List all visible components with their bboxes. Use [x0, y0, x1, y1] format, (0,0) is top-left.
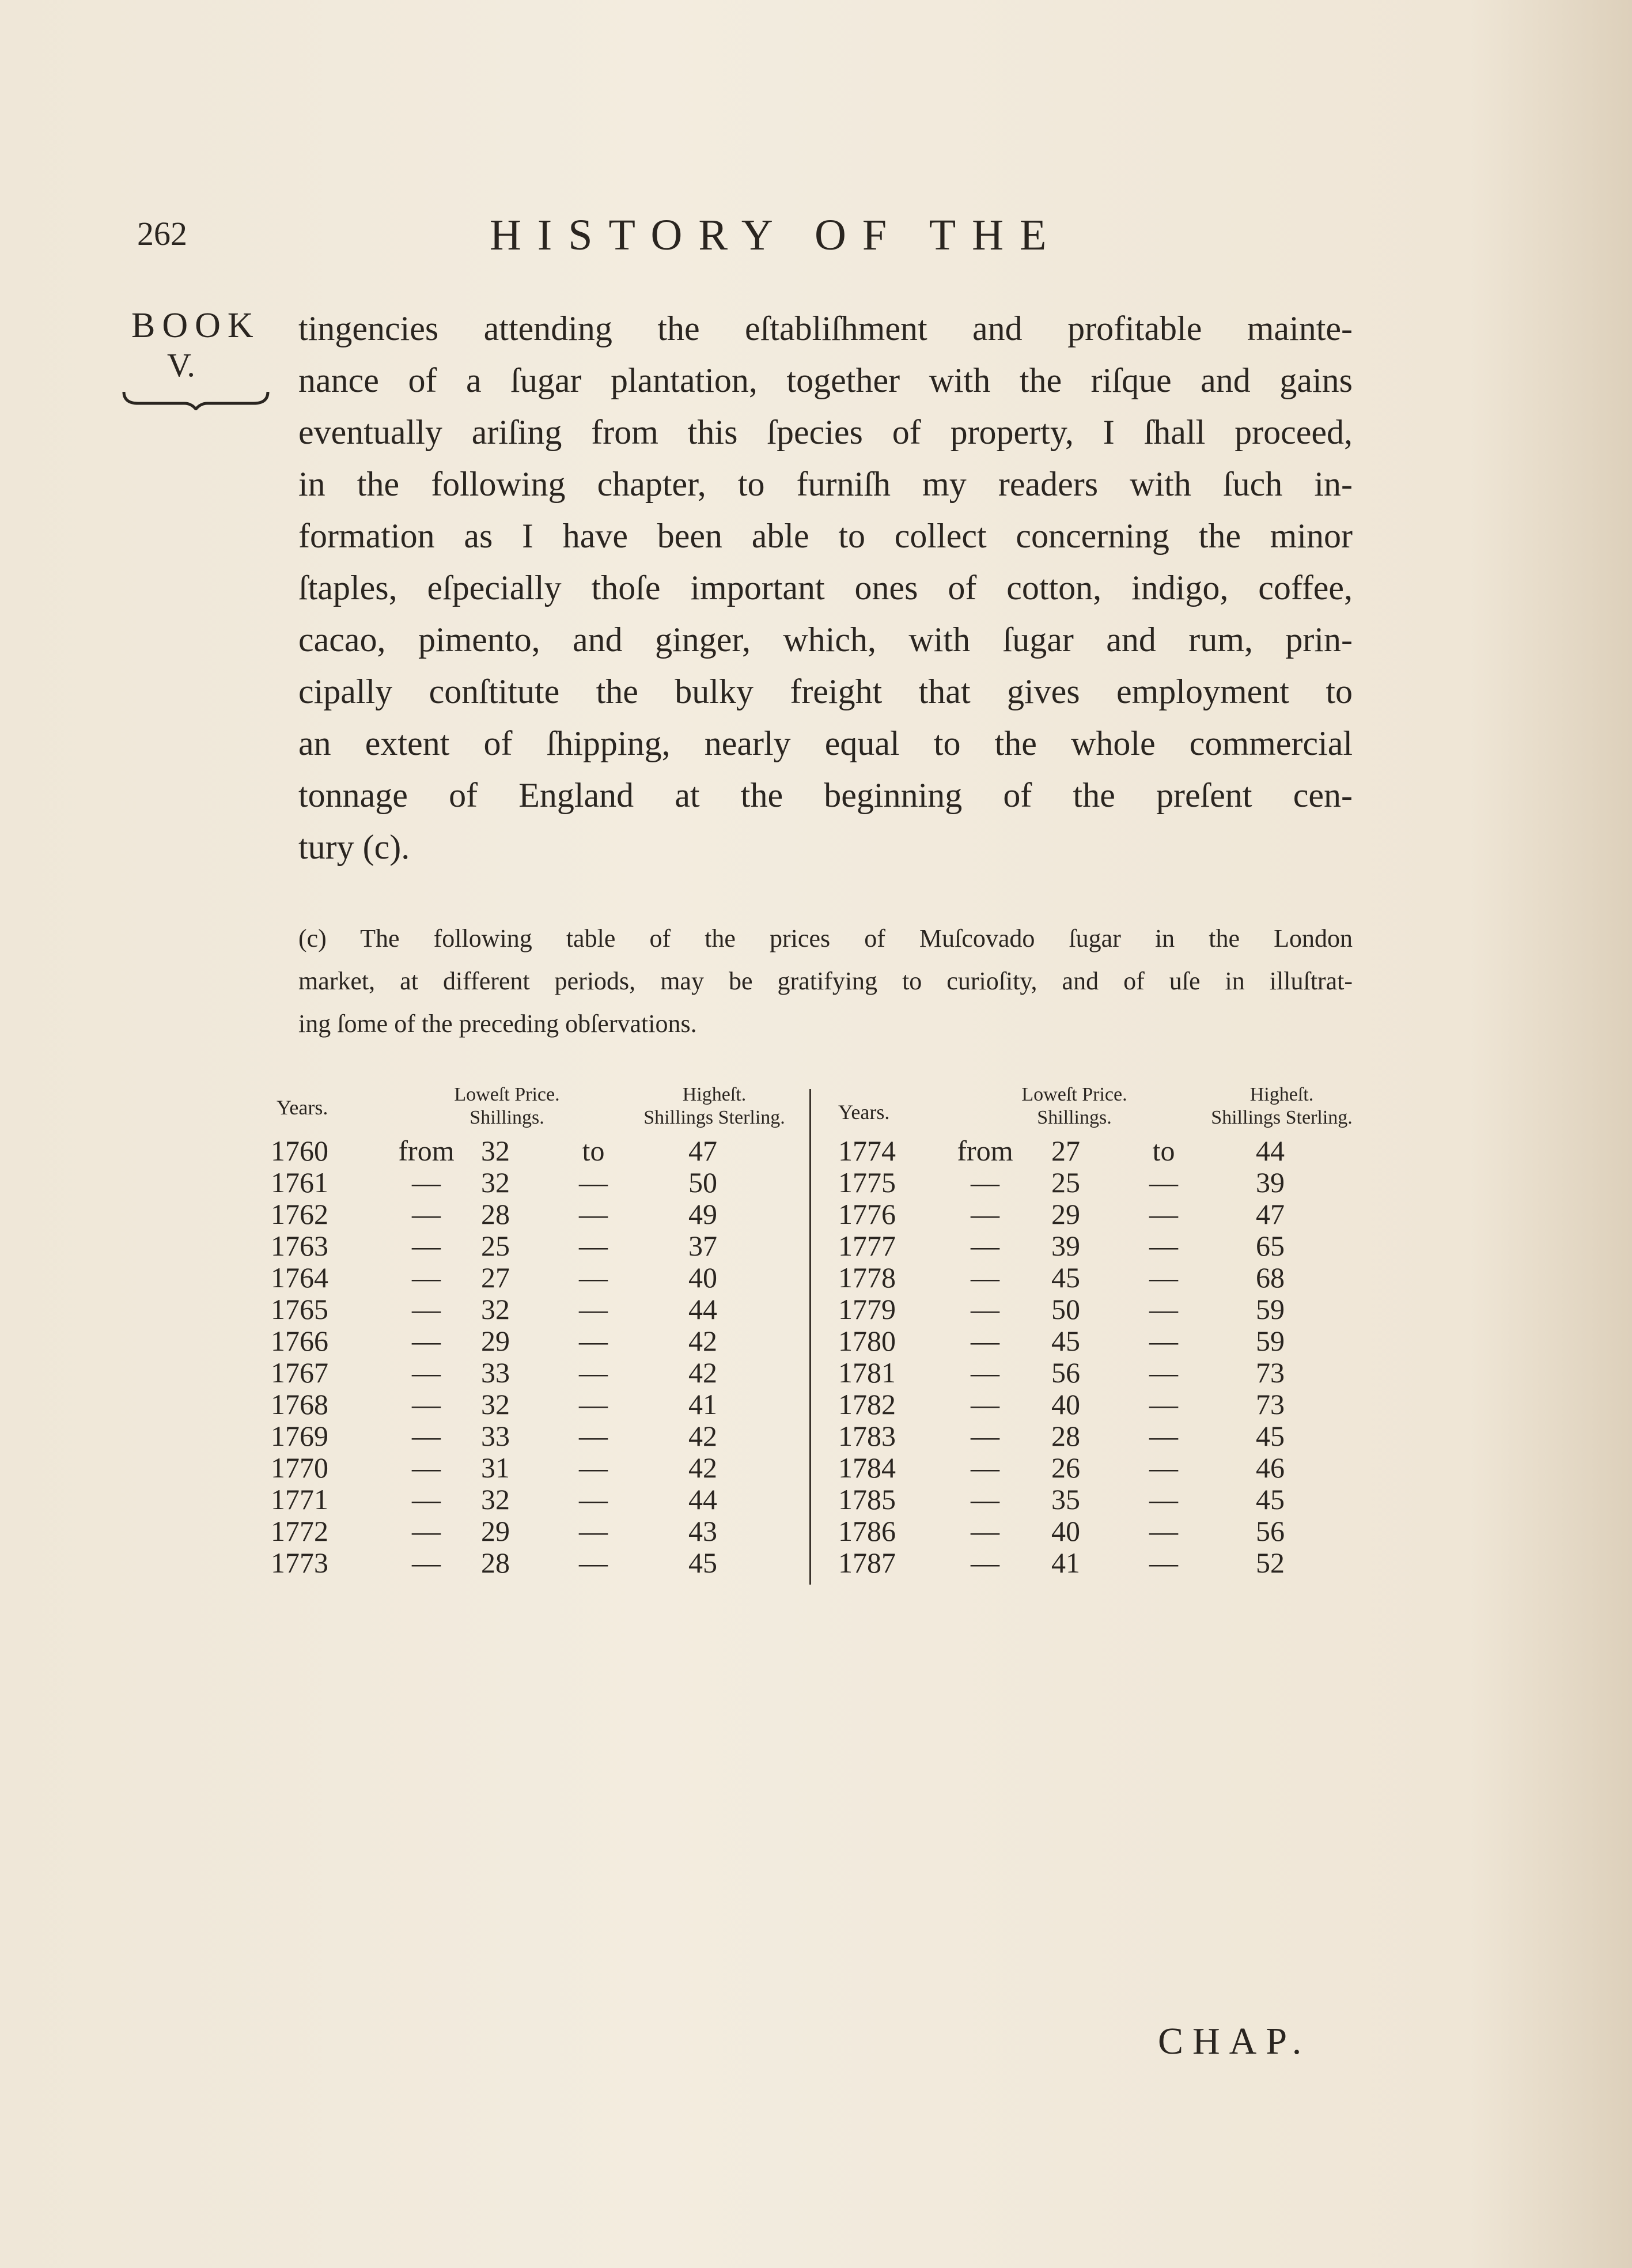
to-cell: to: [1152, 1135, 1175, 1167]
table-row: [832, 1547, 1385, 1579]
lowest-price-cell: 40: [1051, 1515, 1080, 1547]
from-cell: —: [971, 1261, 999, 1294]
highest-price-cell: 42: [688, 1420, 717, 1452]
header-highest-line1: Higheſt.: [1249, 1084, 1314, 1105]
year-cell: 1785: [838, 1483, 896, 1515]
to-cell: —: [1149, 1325, 1178, 1357]
highest-price-cell: 65: [1256, 1230, 1285, 1262]
body-line: tury (c).: [298, 828, 410, 866]
table-row: [832, 1420, 1385, 1452]
lowest-price-cell: 45: [1051, 1261, 1080, 1294]
highest-price-cell: 49: [688, 1198, 717, 1230]
from-cell: —: [412, 1547, 441, 1579]
lowest-price-cell: 33: [481, 1420, 510, 1452]
year-cell: 1787: [838, 1547, 896, 1579]
lowest-price-cell: 45: [1051, 1325, 1080, 1357]
year-cell: 1781: [838, 1356, 896, 1389]
lowest-price-cell: 33: [481, 1356, 510, 1389]
from-cell: —: [412, 1230, 441, 1262]
body-line: nance of a ſugar plantation, together with the riſque and gains: [298, 361, 1353, 399]
table-row: [832, 1515, 1385, 1547]
table-row: [271, 1420, 824, 1452]
table-row: [832, 1294, 1385, 1325]
lowest-price-cell: 41: [1051, 1547, 1080, 1579]
from-cell: —: [971, 1325, 999, 1357]
to-cell: —: [579, 1388, 608, 1420]
lowest-price-cell: 25: [481, 1230, 510, 1262]
lowest-price-cell: 26: [1051, 1451, 1080, 1484]
from-cell: —: [412, 1515, 441, 1547]
to-cell: —: [1149, 1356, 1178, 1389]
year-cell: 1775: [838, 1166, 896, 1199]
year-cell: 1763: [271, 1230, 328, 1262]
table-row: [832, 1135, 1385, 1167]
from-cell: —: [971, 1293, 999, 1325]
table-row: [832, 1325, 1385, 1357]
year-cell: 1782: [838, 1388, 896, 1420]
header-lowest-line1: Loweſt Price.: [1021, 1084, 1127, 1105]
from-cell: from: [957, 1135, 1013, 1167]
year-cell: 1771: [271, 1483, 328, 1515]
sugar-price-table: [271, 1083, 1388, 1613]
highest-price-cell: 44: [688, 1483, 717, 1515]
to-cell: —: [579, 1483, 608, 1515]
table-row: [271, 1230, 824, 1262]
table-row: [832, 1357, 1385, 1389]
lowest-price-cell: 35: [1051, 1483, 1080, 1515]
to-cell: —: [579, 1166, 608, 1199]
body-line: tonnage of England at the beginning of the preſent cen-: [298, 776, 1353, 814]
lowest-price-cell: 32: [481, 1135, 510, 1167]
footnote-line: market, at different periods, may be gratifying to curioſity, and of uſe in illuſtrat-: [298, 967, 1353, 995]
table-row: [271, 1135, 824, 1167]
table-row: [832, 1484, 1385, 1515]
from-cell: —: [971, 1388, 999, 1420]
from-cell: —: [412, 1261, 441, 1294]
year-cell: 1777: [838, 1230, 896, 1262]
from-cell: —: [412, 1293, 441, 1325]
table-rows-left: [271, 1135, 824, 1579]
header-lowest: [999, 1083, 1149, 1129]
header-highest-line2: Shillings Sterling.: [643, 1107, 785, 1128]
table-row: [271, 1199, 824, 1230]
from-cell: —: [412, 1356, 441, 1389]
highest-price-cell: 37: [688, 1230, 717, 1262]
to-cell: —: [579, 1293, 608, 1325]
from-cell: —: [412, 1451, 441, 1484]
column-divider: [809, 1089, 811, 1585]
highest-price-cell: 44: [688, 1293, 717, 1325]
year-cell: 1780: [838, 1325, 896, 1357]
highest-price-cell: 45: [1256, 1420, 1285, 1452]
highest-price-cell: 68: [1256, 1261, 1285, 1294]
lowest-price-cell: 50: [1051, 1293, 1080, 1325]
highest-price-cell: 56: [1256, 1515, 1285, 1547]
year-cell: 1774: [838, 1135, 896, 1167]
from-cell: —: [412, 1388, 441, 1420]
from-cell: —: [412, 1483, 441, 1515]
header-lowest-line1: Loweſt Price.: [454, 1084, 560, 1105]
to-cell: —: [1149, 1293, 1178, 1325]
highest-price-cell: 42: [688, 1356, 717, 1389]
table-row: [832, 1230, 1385, 1262]
to-cell: —: [1149, 1515, 1178, 1547]
header-highest-line2: Shillings Sterling.: [1211, 1107, 1353, 1128]
from-cell: —: [971, 1230, 999, 1262]
from-cell: —: [412, 1325, 441, 1357]
table-row: [271, 1357, 824, 1389]
table-row: [271, 1389, 824, 1420]
table-row: [832, 1452, 1385, 1484]
year-cell: 1773: [271, 1547, 328, 1579]
to-cell: —: [1149, 1547, 1178, 1579]
lowest-price-cell: 25: [1051, 1166, 1080, 1199]
year-cell: 1760: [271, 1135, 328, 1167]
lowest-price-cell: 40: [1051, 1388, 1080, 1420]
body-line: eventually ariſing from this ſpecies of property, I ſhall proceed,: [298, 413, 1353, 451]
body-line: cacao, pimento, and ginger, which, with ſugar and rum, prin-: [298, 621, 1353, 659]
year-cell: 1778: [838, 1261, 896, 1294]
to-cell: —: [1149, 1420, 1178, 1452]
lowest-price-cell: 29: [1051, 1198, 1080, 1230]
to-cell: —: [579, 1356, 608, 1389]
highest-price-cell: 39: [1256, 1166, 1285, 1199]
highest-price-cell: 40: [688, 1261, 717, 1294]
table-row: [832, 1389, 1385, 1420]
to-cell: —: [579, 1547, 608, 1579]
highest-price-cell: 73: [1256, 1356, 1285, 1389]
highest-price-cell: 45: [688, 1547, 717, 1579]
lowest-price-cell: 32: [481, 1388, 510, 1420]
to-cell: —: [579, 1198, 608, 1230]
highest-price-cell: 46: [1256, 1451, 1285, 1484]
table-row: [832, 1167, 1385, 1199]
footnote: [298, 917, 1353, 1045]
lowest-price-cell: 29: [481, 1515, 510, 1547]
page-number: 262: [137, 215, 187, 252]
to-cell: —: [579, 1515, 608, 1547]
lowest-price-cell: 32: [481, 1293, 510, 1325]
highest-price-cell: 47: [688, 1135, 717, 1167]
table-row: [271, 1547, 824, 1579]
header-highest-line1: Higheſt.: [682, 1084, 747, 1105]
highest-price-cell: 47: [1256, 1198, 1285, 1230]
from-cell: —: [412, 1198, 441, 1230]
table-row: [832, 1199, 1385, 1230]
lowest-price-cell: 29: [481, 1325, 510, 1357]
highest-price-cell: 44: [1256, 1135, 1285, 1167]
year-cell: 1784: [838, 1451, 896, 1484]
year-cell: 1783: [838, 1420, 896, 1452]
to-cell: —: [1149, 1483, 1178, 1515]
body-line: an extent of ſhipping, nearly equal to the whole commercial: [298, 724, 1353, 762]
brace-ornament: [121, 387, 271, 410]
from-cell: —: [971, 1198, 999, 1230]
highest-price-cell: 50: [688, 1166, 717, 1199]
body-line: ſtaples, eſpecially thoſe important ones of cotton, indigo, coffee,: [298, 569, 1353, 607]
lowest-price-cell: 56: [1051, 1356, 1080, 1389]
header-highest: [1178, 1083, 1385, 1129]
to-cell: —: [579, 1420, 608, 1452]
year-cell: 1786: [838, 1515, 896, 1547]
from-cell: —: [971, 1420, 999, 1452]
highest-price-cell: 45: [1256, 1483, 1285, 1515]
footnote-line: ing ſome of the preceding obſervations.: [298, 1010, 697, 1038]
body-line: tingencies attending the eſtabliſhment and profitable mainte-: [298, 309, 1353, 347]
highest-price-cell: 59: [1256, 1293, 1285, 1325]
header-lowest: [432, 1083, 582, 1129]
lowest-price-cell: 28: [481, 1198, 510, 1230]
year-cell: 1776: [838, 1198, 896, 1230]
header-years: Years.: [838, 1101, 890, 1124]
table-left-half: [271, 1083, 830, 1613]
margin-book-label: BOOK: [131, 306, 260, 345]
header-lowest-line2: Shillings.: [469, 1107, 544, 1128]
to-cell: —: [579, 1261, 608, 1294]
to-cell: —: [1149, 1166, 1178, 1199]
year-cell: 1764: [271, 1261, 328, 1294]
to-cell: —: [1149, 1198, 1178, 1230]
table-row: [271, 1325, 824, 1357]
highest-price-cell: 42: [688, 1325, 717, 1357]
header-highest: [616, 1083, 812, 1129]
from-cell: —: [412, 1420, 441, 1452]
from-cell: —: [971, 1166, 999, 1199]
table-row: [271, 1515, 824, 1547]
year-cell: 1761: [271, 1166, 328, 1199]
header-lowest-line2: Shillings.: [1037, 1107, 1112, 1128]
highest-price-cell: 59: [1256, 1325, 1285, 1357]
year-cell: 1772: [271, 1515, 328, 1547]
highest-price-cell: 73: [1256, 1388, 1285, 1420]
from-cell: —: [412, 1166, 441, 1199]
to-cell: —: [1149, 1388, 1178, 1420]
body-line: in the following chapter, to furniſh my readers with ſuch in-: [298, 465, 1353, 503]
highest-price-cell: 41: [688, 1388, 717, 1420]
body-text: [298, 303, 1353, 873]
margin-volume-label: V.: [167, 346, 195, 384]
lowest-price-cell: 32: [481, 1483, 510, 1515]
to-cell: —: [579, 1451, 608, 1484]
from-cell: from: [398, 1135, 455, 1167]
to-cell: —: [579, 1230, 608, 1262]
highest-price-cell: 43: [688, 1515, 717, 1547]
catchword: CHAP.: [1158, 2020, 1311, 2062]
header-years: Years.: [277, 1096, 328, 1119]
lowest-price-cell: 27: [1051, 1135, 1080, 1167]
to-cell: —: [1149, 1451, 1178, 1484]
year-cell: 1770: [271, 1451, 328, 1484]
table-row: [271, 1484, 824, 1515]
footnote-line: (c) The following table of the prices of Muſcovado ſugar in the London: [298, 924, 1353, 952]
table-row: [271, 1167, 824, 1199]
running-title: HISTORY OF THE: [490, 211, 1063, 259]
year-cell: 1765: [271, 1293, 328, 1325]
highest-price-cell: 42: [688, 1451, 717, 1484]
year-cell: 1769: [271, 1420, 328, 1452]
table-row: [271, 1262, 824, 1294]
year-cell: 1767: [271, 1356, 328, 1389]
table-rows-right: [832, 1135, 1385, 1579]
lowest-price-cell: 32: [481, 1166, 510, 1199]
from-cell: —: [971, 1515, 999, 1547]
lowest-price-cell: 27: [481, 1261, 510, 1294]
lowest-price-cell: 28: [1051, 1420, 1080, 1452]
year-cell: 1779: [838, 1293, 896, 1325]
to-cell: —: [579, 1325, 608, 1357]
table-row: [271, 1452, 824, 1484]
body-line: formation as I have been able to collect concerning the minor: [298, 517, 1353, 555]
from-cell: —: [971, 1356, 999, 1389]
lowest-price-cell: 39: [1051, 1230, 1080, 1262]
from-cell: —: [971, 1547, 999, 1579]
body-line: cipally conſtitute the bulky freight that gives employment to: [298, 672, 1353, 710]
table-row: [832, 1262, 1385, 1294]
year-cell: 1766: [271, 1325, 328, 1357]
year-cell: 1768: [271, 1388, 328, 1420]
table-right-half: [832, 1083, 1391, 1613]
lowest-price-cell: 31: [481, 1451, 510, 1484]
highest-price-cell: 52: [1256, 1547, 1285, 1579]
table-row: [271, 1294, 824, 1325]
year-cell: 1762: [271, 1198, 328, 1230]
to-cell: —: [1149, 1261, 1178, 1294]
from-cell: —: [971, 1483, 999, 1515]
lowest-price-cell: 28: [481, 1547, 510, 1579]
to-cell: to: [582, 1135, 605, 1167]
to-cell: —: [1149, 1230, 1178, 1262]
from-cell: —: [971, 1451, 999, 1484]
